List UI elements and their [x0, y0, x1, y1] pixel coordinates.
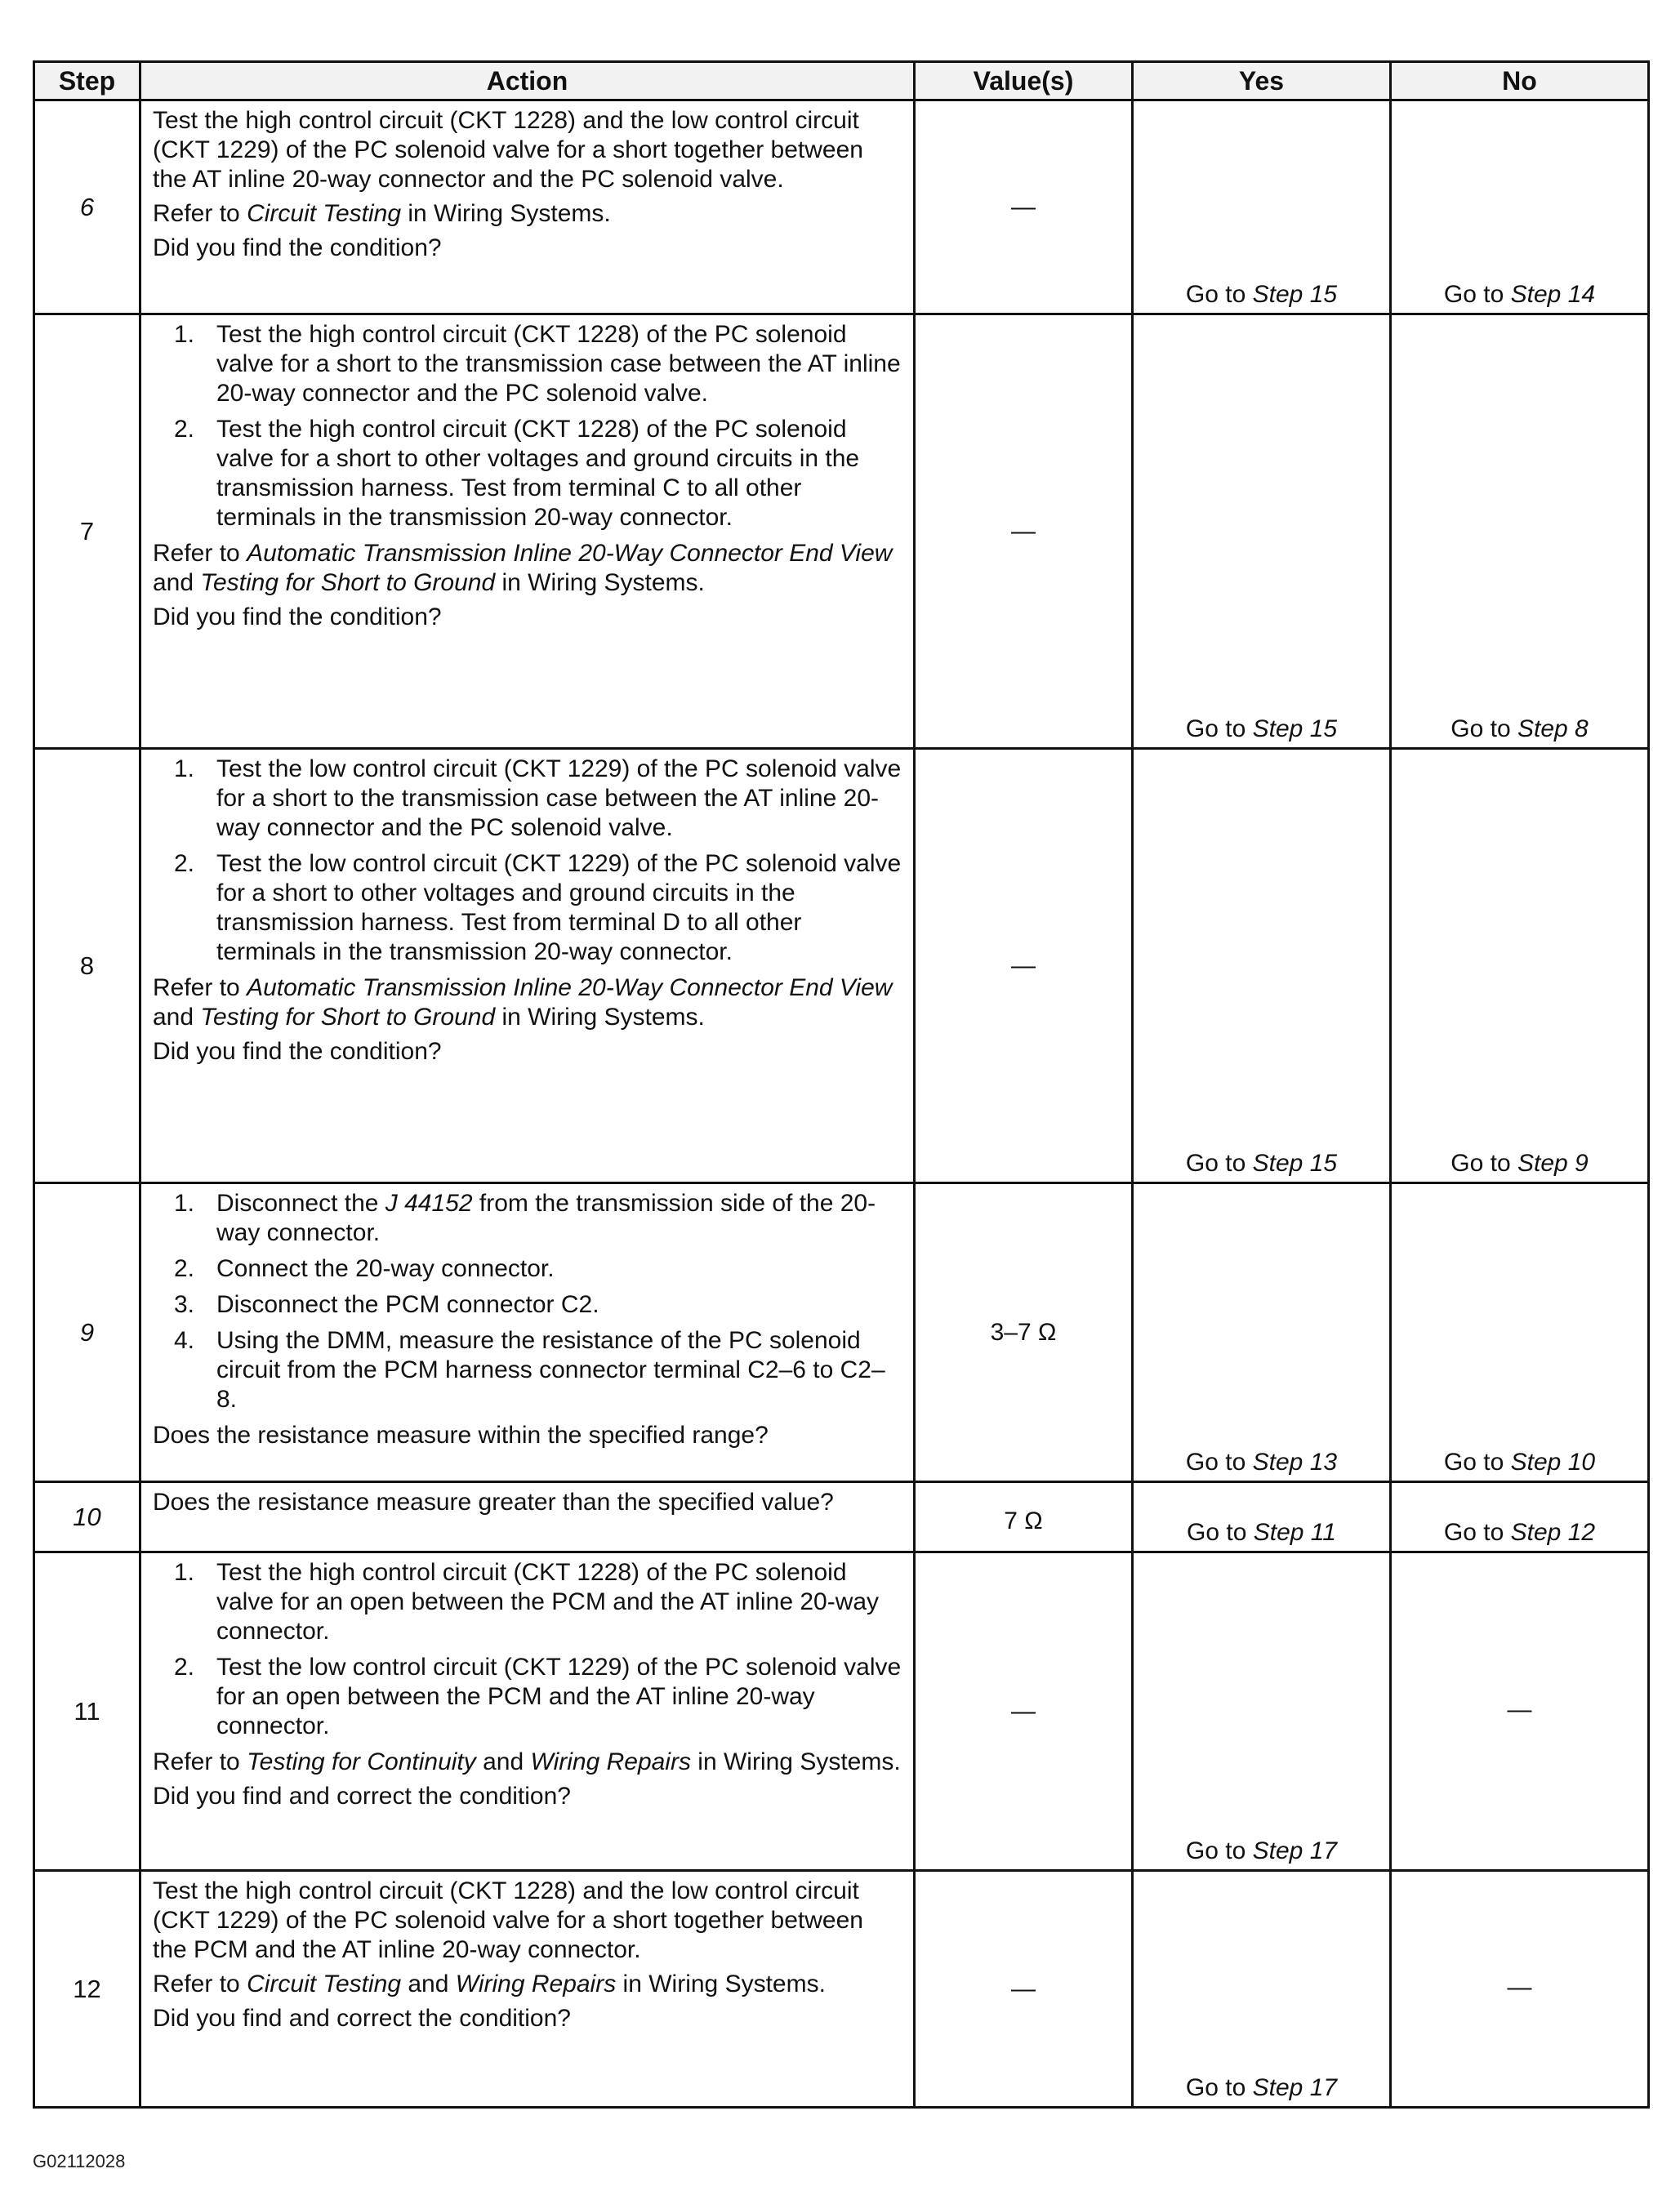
- italic-reference: Testing for Short to Ground: [200, 569, 496, 596]
- italic-reference: Testing for Continuity: [247, 1748, 476, 1775]
- table-row: [34, 1552, 1649, 1871]
- text-run: in Wiring Systems.: [690, 1748, 901, 1775]
- action-reference: [153, 973, 902, 1032]
- italic-reference: Testing for Short to Ground: [200, 1004, 496, 1031]
- goto-step-link[interactable]: Step 12: [1510, 1519, 1596, 1546]
- action-step-number: 2.: [174, 416, 195, 443]
- value-cell: 3–7 Ω: [915, 1183, 1133, 1482]
- value-cell: —: [915, 1552, 1133, 1871]
- value-cell: 7 Ω: [915, 1482, 1133, 1552]
- action-steps-list: [153, 320, 902, 532]
- action-step-number: 2.: [174, 850, 195, 877]
- action-reference: [153, 1748, 902, 1777]
- goto-prefix: Go to: [1443, 1519, 1511, 1546]
- action-question: Did you find and correct the condition?: [153, 2005, 571, 2032]
- text-run: Test the high control circuit (CKT 1228) and the low control circuit (CKT 1229) of the PC solenoid valve for a short together between the AT inline 20-way connector and the PC solenoid valve.: [153, 107, 863, 193]
- goto-step-link[interactable]: Step 11: [1253, 1519, 1336, 1546]
- action-step-item: [153, 1189, 902, 1248]
- table-row: [34, 314, 1649, 749]
- goto-prefix: Go to: [1187, 1519, 1254, 1546]
- goto-step-link[interactable]: Step 17: [1252, 1837, 1338, 1864]
- action-steps-list: [153, 1189, 902, 1414]
- action-step-number: 1.: [174, 1190, 195, 1217]
- text-run: Refer to: [153, 200, 247, 227]
- goto-step-link[interactable]: Step 10: [1510, 1449, 1596, 1476]
- text-run: from the transmission side of the 20-way connector.: [216, 1190, 876, 1246]
- action-step-item: [153, 1290, 902, 1320]
- action-cell: [140, 314, 915, 749]
- goto-prefix: Go to: [1451, 1150, 1517, 1177]
- italic-reference: Circuit Testing: [247, 200, 402, 227]
- diagnostic-table: [33, 60, 1650, 2109]
- no-cell: [1391, 100, 1649, 314]
- action-step-item: [153, 415, 902, 532]
- text-run: Refer to: [153, 1748, 247, 1775]
- value-cell: —: [915, 100, 1133, 314]
- italic-reference: J 44152: [385, 1190, 473, 1217]
- header-no: No: [1391, 62, 1649, 100]
- goto-step-link[interactable]: Step 15: [1252, 1150, 1338, 1177]
- goto-step-link[interactable]: Step 14: [1510, 281, 1596, 308]
- action-step-item: [153, 1653, 902, 1741]
- yes-cell: [1133, 1552, 1391, 1871]
- text-run: Test the low control circuit (CKT 1229) of the PC solenoid valve for a short to other voltages and ground circuits in the transmission harness. Test from terminal D to all other terminals in the transmission 20-way connector.: [216, 850, 902, 965]
- goto-prefix: Go to: [1185, 1837, 1253, 1864]
- text-run: Using the DMM, measure the resistance of the PC solenoid circuit from the PCM harness connector terminal C2–6 to C2–8.: [216, 1327, 885, 1413]
- table-row: [34, 1871, 1649, 2108]
- goto-prefix: Go to: [1185, 1150, 1253, 1177]
- text-run: Test the low control circuit (CKT 1229) of the PC solenoid valve for an open between the PCM and the AT inline 20-way connector.: [216, 1654, 902, 1739]
- action-steps-list: [153, 1558, 902, 1741]
- goto-step-link[interactable]: Step 15: [1252, 715, 1338, 742]
- no-cell: —: [1391, 1552, 1649, 1871]
- goto-prefix: Go to: [1443, 281, 1511, 308]
- italic-reference: Wiring Repairs: [530, 1748, 691, 1775]
- action-reference: [153, 539, 902, 598]
- no-cell: [1391, 1482, 1649, 1552]
- header-values: Value(s): [915, 62, 1133, 100]
- goto-step-link[interactable]: Step 17: [1252, 2074, 1338, 2101]
- action-question: Did you find the condition?: [153, 603, 442, 630]
- action-step-item: [153, 1558, 902, 1646]
- goto-step-link[interactable]: Step 8: [1517, 715, 1589, 742]
- text-run: and: [475, 1748, 531, 1775]
- action-cell: [140, 100, 915, 314]
- italic-reference: Wiring Repairs: [455, 1971, 617, 1997]
- action-question: Did you find and correct the condition?: [153, 1783, 571, 1810]
- action-step-number: 2.: [174, 1654, 195, 1681]
- goto-prefix: Go to: [1185, 1449, 1253, 1476]
- action-paragraph: [153, 1970, 902, 1999]
- action-steps-list: [153, 755, 902, 967]
- table-row: [34, 1482, 1649, 1552]
- italic-reference: Automatic Transmission Inline 20-Way Connector End View: [247, 540, 893, 567]
- table-header-row: [34, 62, 1649, 100]
- yes-cell: [1133, 1871, 1391, 2108]
- goto-prefix: Go to: [1185, 281, 1253, 308]
- action-step-number: 3.: [174, 1291, 195, 1318]
- action-step-item: [153, 755, 902, 843]
- action-step-item: [153, 849, 902, 967]
- table-row: [34, 100, 1649, 314]
- action-step-number: 1.: [174, 755, 195, 782]
- step-number: 7: [34, 314, 140, 749]
- text-run: and: [153, 1004, 201, 1031]
- goto-prefix: Go to: [1451, 715, 1517, 742]
- no-cell: [1391, 314, 1649, 749]
- no-cell: [1391, 1183, 1649, 1482]
- text-run: and: [153, 569, 201, 596]
- text-run: Test the high control circuit (CKT 1228) of the PC solenoid valve for an open between the PCM and the AT inline 20-way connector.: [216, 1559, 880, 1645]
- text-run: Refer to: [153, 1971, 247, 1997]
- text-run: Test the low control circuit (CKT 1229) of the PC solenoid valve for a short to the transmission case between the AT inline 20-way connector and the PC solenoid valve.: [216, 755, 902, 841]
- value-cell: —: [915, 314, 1133, 749]
- action-step-number: 1.: [174, 321, 195, 348]
- table-row: [34, 1183, 1649, 1482]
- step-number: 8: [34, 749, 140, 1183]
- text-run: Test the high control circuit (CKT 1228) of the PC solenoid valve for a short to the transmission case between the AT inline 20-way connector and the PC solenoid valve.: [216, 321, 901, 407]
- no-cell: —: [1391, 1871, 1649, 2108]
- yes-cell: [1133, 100, 1391, 314]
- action-paragraph: [153, 106, 902, 194]
- step-number: 12: [34, 1871, 140, 2108]
- action-step-number: 4.: [174, 1327, 195, 1354]
- text-run: Disconnect the PCM connector C2.: [216, 1291, 599, 1318]
- header-yes: Yes: [1133, 62, 1391, 100]
- action-question: Did you find the condition?: [153, 1038, 442, 1065]
- figure-code: G02112028: [33, 2151, 126, 2171]
- action-question: Does the resistance measure greater than the specified value?: [153, 1489, 834, 1516]
- action-question: Did you find the condition?: [153, 234, 442, 261]
- action-question: Does the resistance measure within the specified range?: [153, 1422, 769, 1449]
- table-body: [34, 100, 1649, 2108]
- goto-prefix: Go to: [1185, 2074, 1253, 2101]
- goto-step-link[interactable]: Step 13: [1252, 1449, 1338, 1476]
- no-cell: [1391, 749, 1649, 1183]
- goto-prefix: Go to: [1185, 715, 1253, 742]
- header-step: Step: [34, 62, 140, 100]
- action-cell: [140, 1183, 915, 1482]
- table-row: [34, 749, 1649, 1183]
- action-paragraph: [153, 199, 902, 229]
- value-cell: —: [915, 749, 1133, 1183]
- yes-cell: [1133, 749, 1391, 1183]
- action-cell: [140, 1482, 915, 1552]
- step-number: 9: [34, 1183, 140, 1482]
- action-paragraph: [153, 1877, 902, 1965]
- action-cell: [140, 1871, 915, 2108]
- text-run: Refer to: [153, 540, 247, 567]
- action-step-number: 1.: [174, 1559, 195, 1586]
- text-run: Refer to: [153, 974, 247, 1001]
- goto-step-link[interactable]: Step 15: [1252, 281, 1338, 308]
- text-run: in Wiring Systems.: [401, 200, 611, 227]
- text-run: Connect the 20-way connector.: [216, 1255, 555, 1282]
- italic-reference: Circuit Testing: [247, 1971, 402, 1997]
- text-run: Test the high control circuit (CKT 1228) and the low control circuit (CKT 1229) of the PC solenoid valve for a short together between the PCM and the AT inline 20-way connector.: [153, 1877, 863, 1963]
- action-step-item: [153, 1326, 902, 1414]
- goto-step-link[interactable]: Step 9: [1517, 1150, 1589, 1177]
- yes-cell: [1133, 314, 1391, 749]
- action-step-item: [153, 320, 902, 408]
- header-action: Action: [140, 62, 915, 100]
- text-run: and: [401, 1971, 456, 1997]
- goto-prefix: Go to: [1443, 1449, 1511, 1476]
- step-number: 6: [34, 100, 140, 314]
- step-number: 11: [34, 1552, 140, 1871]
- text-run: Disconnect the: [216, 1190, 385, 1217]
- yes-cell: [1133, 1482, 1391, 1552]
- text-run: in Wiring Systems.: [495, 1004, 705, 1031]
- action-step-number: 2.: [174, 1255, 195, 1282]
- italic-reference: Automatic Transmission Inline 20-Way Connector End View: [247, 974, 893, 1001]
- step-number: 10: [34, 1482, 140, 1552]
- text-run: in Wiring Systems.: [495, 569, 705, 596]
- action-cell: [140, 749, 915, 1183]
- text-run: Test the high control circuit (CKT 1228) of the PC solenoid valve for a short to other voltages and ground circuits in the transmission harness. Test from terminal C to all other terminals in the transmission 20-way connector.: [216, 416, 860, 531]
- text-run: in Wiring Systems.: [616, 1971, 826, 1997]
- value-cell: —: [915, 1871, 1133, 2108]
- action-step-item: [153, 1254, 902, 1284]
- yes-cell: [1133, 1183, 1391, 1482]
- action-cell: [140, 1552, 915, 1871]
